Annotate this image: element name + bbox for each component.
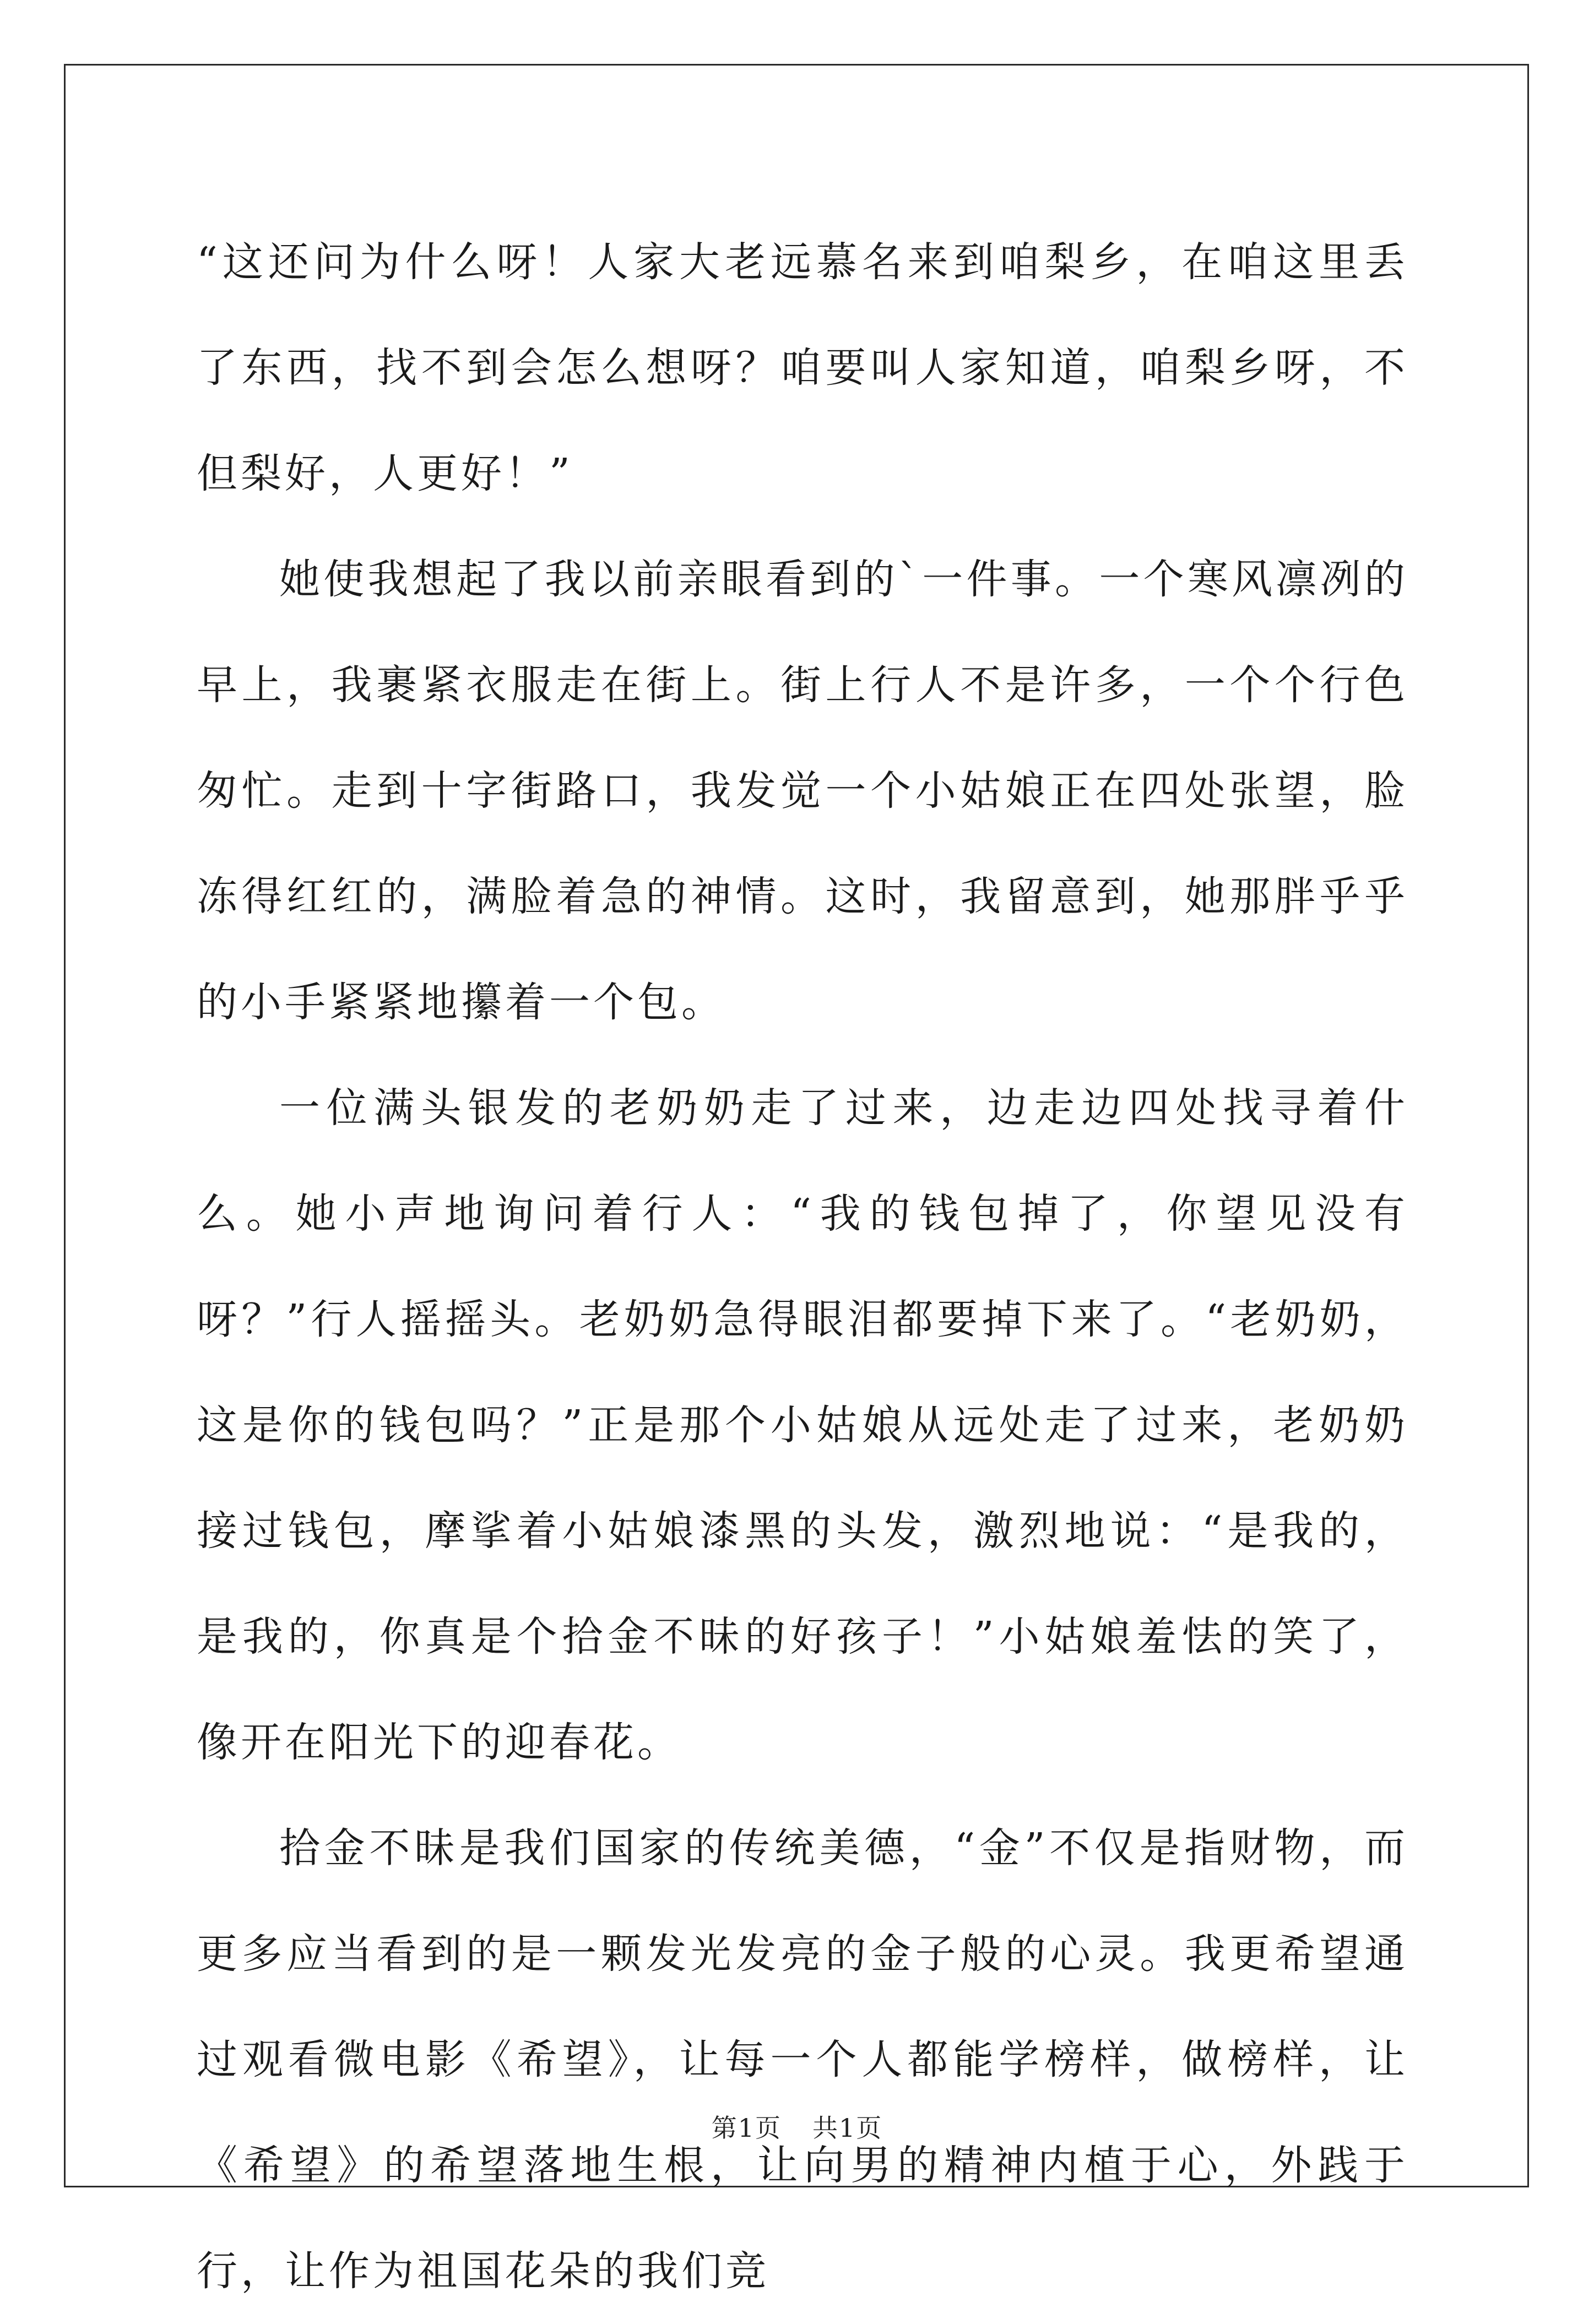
paragraph-1: “这还问为什么呀！人家大老远慕名来到咱梨乡，在咱这里丢了东西，找不到会怎么想呀？咱要叫人家知道，咱梨乡呀，不但梨好，人更好！”	[197, 238, 1408, 497]
paragraph-3: 一位满头银发的老奶奶走了过来，边走边四处找寻着什么。她小声地询问着行人：“我的钱包掉了，你望见没有呀？”行人摇摇头。老奶奶急得眼泪都要掉下来了。“老奶奶，这是你的钱包吗？”正是那个小姑娘从远处走了过来，老奶奶接过钱包，摩挲着小姑娘漆黑的头发，激烈地说：“是我的，是我的，你真是个拾金不昧的好孩子！”小姑娘羞怯的笑了，像开在阳光下的迎春花。	[197, 1084, 1408, 1766]
page-number-total: 共1页	[812, 2113, 883, 2143]
document-body	[197, 209, 1408, 2324]
paragraph-4: 拾金不昧是我们国家的传统美德，“金”不仅是指财物，而更多应当看到的是一颗发光发亮的金子般的心灵。我更希望通过观看微电影《希望》，让每一个人都能学榜样，做榜样，让《希望》的希望落地生根，让向男的精神内植于心，外践于行，让作为祖国花朵的我们竞	[197, 1825, 1408, 2295]
paragraph-2: 她使我想起了我以前亲眼看到的`一件事。一个寒风凛冽的早上，我裹紧衣服走在街上。街上行人不是许多，一个个行色匆忙。走到十字街路口，我发觉一个小姑娘正在四处张望，脸冻得红红的，满脸着急的神情。这时，我留意到，她那胖乎乎的小手紧紧地攥着一个包。	[197, 556, 1408, 1026]
page-number-current: 第1页	[711, 2113, 782, 2143]
page-footer	[0, 2108, 1594, 2144]
